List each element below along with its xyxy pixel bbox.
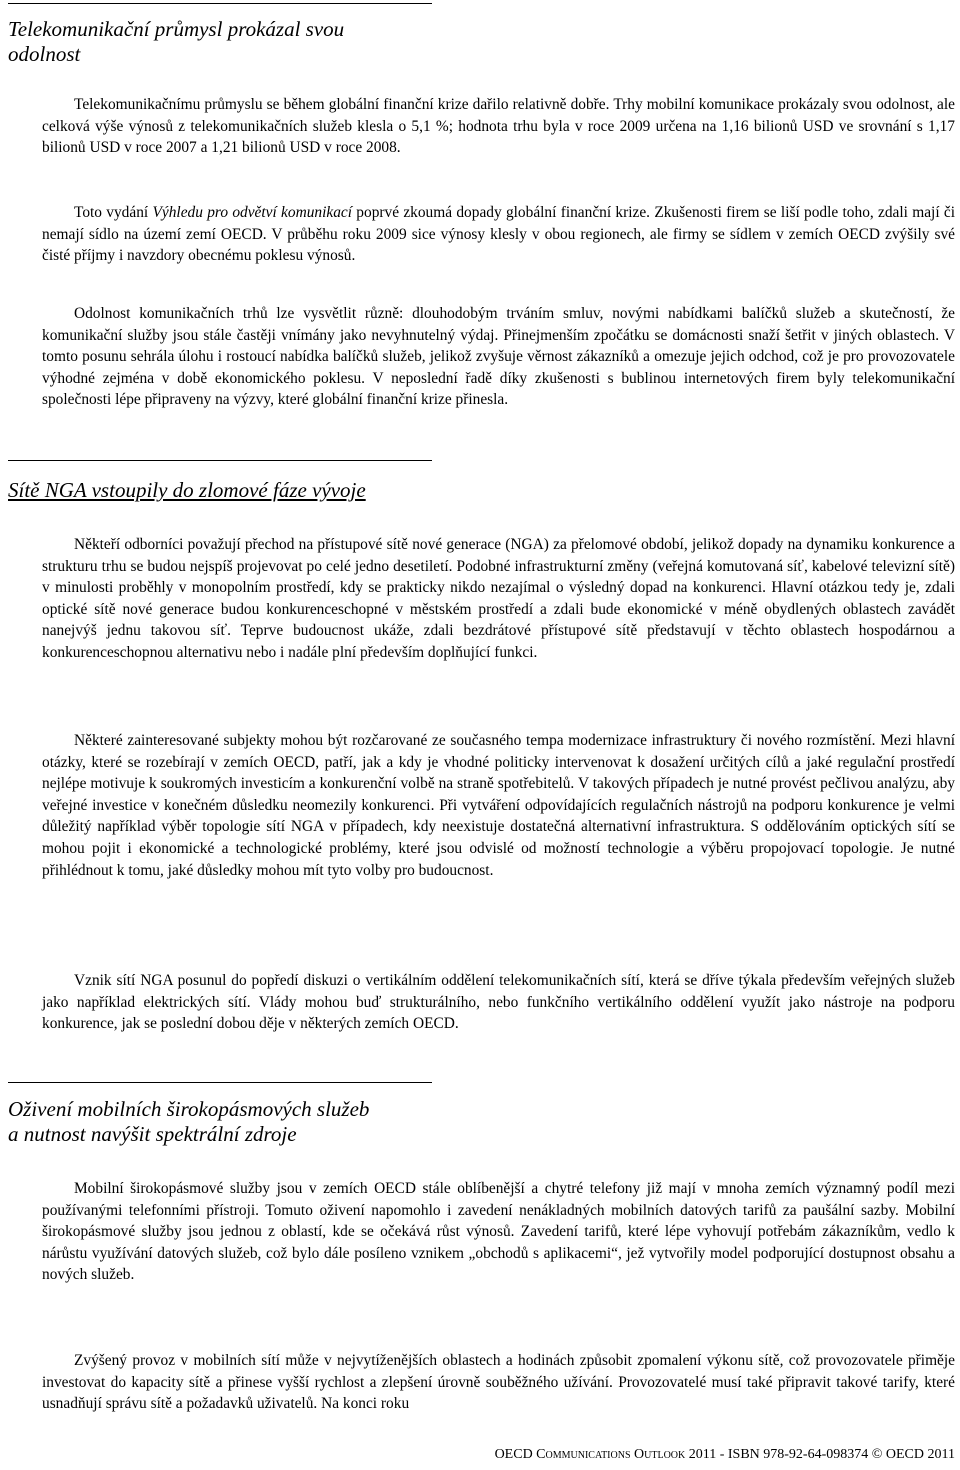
paragraph (42, 202, 955, 267)
section-title-line: Sítě NGA vstoupily do zlomové fáze vývoje (8, 478, 366, 502)
heading-rule (8, 3, 432, 4)
section-heading-telecom-resilience (8, 3, 432, 67)
section-title-line: a nutnost navýšit spektrální zdroje (8, 1122, 297, 1146)
section-title (8, 1097, 432, 1147)
paragraph-text: poprvé zkoumá dopady globální finanční krize. Zkušenosti firem se liší podle toho, zdali mají či nemají sídlo na území zemí OECD. V průběhu roku 2009 sice výnosy klesly v obou regionech, ale firmy se sídlem v zemích OECD zvýšily své čisté příjmy i navzdory obecnému poklesu výnosů. (42, 204, 955, 265)
paragraph: Mobilní širokopásmové služby jsou v zemích OECD stále oblíbenější a chytré telefony již mají v mnoha zemích významný podíl mezi používanými telefonními přístroji. Tomuto oživení napomohlo i zavedení nenákladných mobilních datových tarifů za paušální sazby. Mobilní širokopásmové služby jsou jednou z oblastí, kde se očekává růst výnosů. Zavedení tarifů, které lépe vyhovují potřebám zákazníkům, vedlo k nárůstu využívání datových služeb, což bylo dále posíleno vznikem „obchodů s aplikacemi“, jež vytvořily model podporující dostupnost obsahu a nových služeb. (42, 1180, 955, 1284)
section-title (8, 478, 432, 503)
paragraph: Někteří odborníci považují přechod na přístupové sítě nové generace (NGA) za přelomové období, jelikož dopady na dynamiku konkurence a strukturu trhu se budou nejspíš projevovat po celé jedno desetiletí. Podobné infrastrukturní změny (veřejná komutovaná síť, kabelové televizní sítě) v minulosti proběhly v monopolním prostředí, kdy se prakticky nikdo nezajímal o výsledný dopad na konkurenci. Hlavní otázkou tedy je, zdali optické sítě nové generace budou konkurenceschopné v městském prostředí a zdali bude ekonomické v méně obydlených oblastech zavádět nanejvýš jednu takovou síť. Teprve budoucnost ukáže, zdali bezdrátové přístupové sítě představují v těchto oblastech hospodárnou a konkurenceschopnou alternativu nebo i nadále plní především doplňující funkci. (42, 536, 955, 661)
section-title-line: Oživení mobilních širokopásmových služeb (8, 1097, 370, 1121)
paragraph: Některé zainteresované subjekty mohou být rozčarované ze současného tempa modernizace infrastruktury či nového rozmístění. Mezi hlavní otázky, které se rozebírají v zemích OECD, patří, jak a kdy je vhodné politicky intervenovat k dosažení určitých cílů a jaké regulační prostředí nejlépe motivuje k soukromých investicím a konkurenční volbě na straně spotřebitelů. V takových případech je nutné provést pečlivou analýzu, aby veřejné investice v konečném důsledku neomezily konkurenci. Při vytváření odpovídajících regulačních nástrojů na podporu konkurence je velmi důležitý například výběr topologie sítí NGA v případech, kdy neexistuje dostatečná alternativní infrastruktura. S oddělováním optických sítí se mohou pojit i ekonomické a technologické problémy, které jsou odvislé od možností technologie a výběru propojovací topologie. Je nutné přihlédnout k tomu, jaké důsledky mohou mít tyto volby pro budoucnost. (42, 732, 955, 879)
footer-isbn-copyright: 2011 - ISBN 978-92-64-098374 © OECD 2011 (685, 1447, 955, 1462)
paragraph-text: Toto vydání (74, 204, 153, 221)
section-heading-mobile-broadband (8, 1082, 432, 1147)
heading-rule (8, 1082, 432, 1083)
section-title (8, 17, 432, 67)
paragraph: Vznik sítí NGA posunul do popředí diskuzi o vertikálním oddělení telekomunikačních sítí, která se dříve týkala především veřejných služeb jako například elektrických sítí. Vlády mohou buď strukturálního, nebo funkčního vertikálního oddělení využít jako nástroje na podporu konkurence, jak se poslední dobou děje v některých zemích OECD. (42, 972, 955, 1033)
publication-title: Výhledu pro odvětví komunikací (152, 204, 352, 221)
paragraph: Telekomunikačnímu průmyslu se během globální finanční krize dařilo relativně dobře. Trhy mobilní komunikace prokázaly svou odolnost, ale celková výše výnosů z telekomunikačních služeb klesla o 5,1 %; hodnota trhu byla v roce 2009 určena na 1,16 bilionů USD ve srovnání s 1,17 bilionů USD v roce 2007 a 1,21 bilionů USD v roce 2008. (42, 96, 955, 157)
paragraph: Odolnost komunikačních trhů lze vysvětlit různě: dlouhodobým trváním smluv, novými nabídkami balíčků služeb a skutečností, že komunikační služby jsou stále častěji vnímány jako nevyhnutelný výdaj. Přinejmenším zpočátku se domácnosti snaží šetřit v jiných oblastech. V tomto posunu sehrála úlohu i rostoucí nabídka balíčků služeb, jelikož zvyšuje věrnost zákazníků a omezuje jejich odchod, což je pro provozovatele výhodné zejména v době ekonomického poklesu. V neposlední řadě díky zkušenosti s bublinou internetových firem byly telekomunikační společnosti lépe připraveny na výzvy, které globální finanční krize přinesla. (42, 305, 955, 409)
heading-rule (8, 460, 432, 461)
page-footer (0, 1446, 955, 1464)
section-title-line: odolnost (8, 42, 81, 66)
paragraph: Zvýšený provoz v mobilních sítí může v nejvytíženějších oblastech a hodinách způsobit zpomalení výkonu sítě, což provozovatele přiměje investovat do kapacity sítě a přinese vyšší rychlost a zlepšení úrovně souběžného užívání. Provozovatelé musí také připravit takové tarify, které usnadňují správu sítě a požadavků uživatelů. Na konci roku (42, 1352, 955, 1413)
section-heading-nga-networks (8, 460, 432, 503)
section-title-line: Telekomunikační průmysl prokázal svou (8, 17, 345, 41)
footer-publication: OECD Communications Outlook (494, 1447, 686, 1462)
